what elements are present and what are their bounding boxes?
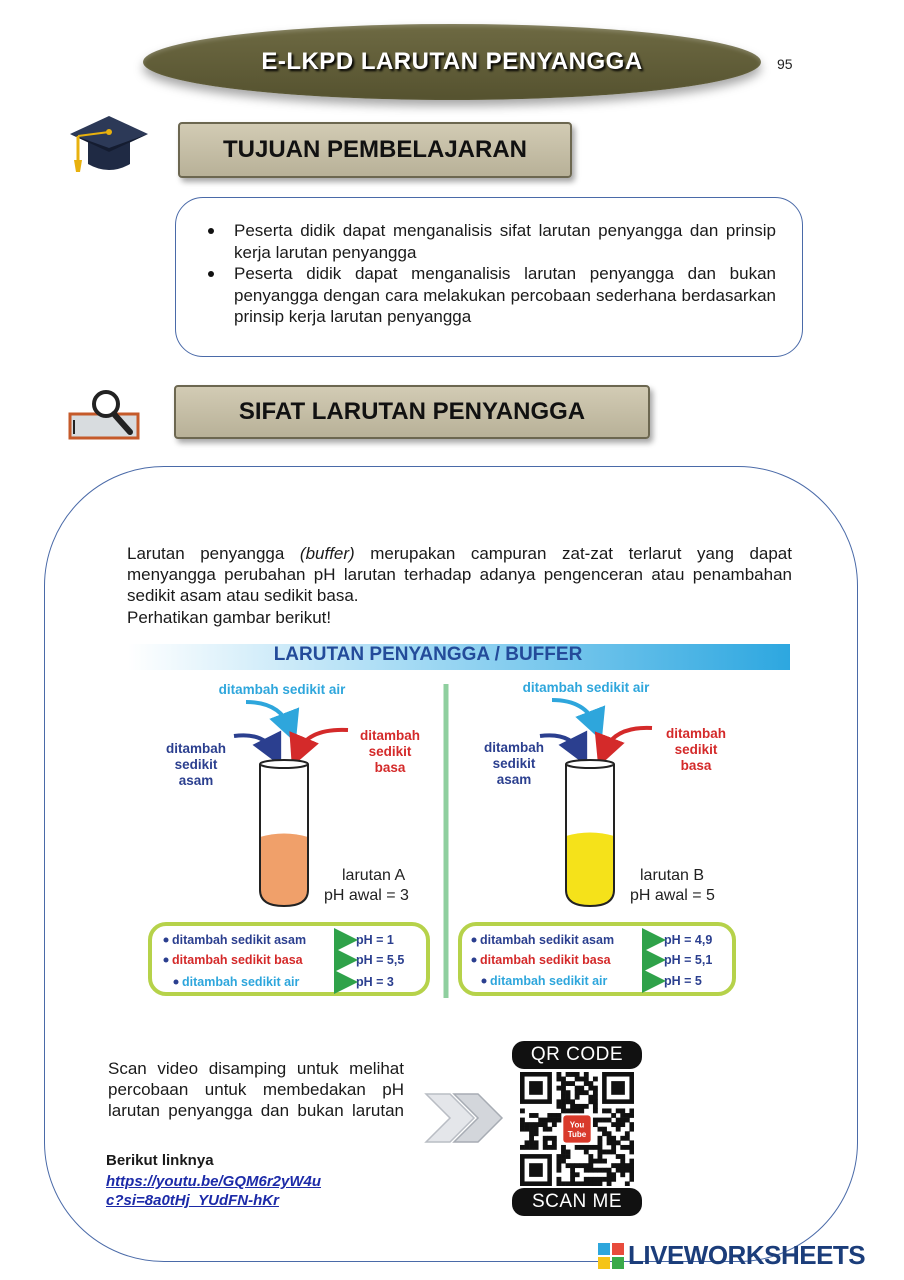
qr-module <box>607 1136 612 1141</box>
qr-module <box>602 1150 607 1155</box>
qr-module <box>625 1118 630 1123</box>
scan-me-label: SCAN ME <box>512 1188 642 1216</box>
solution-a-ph: pH awal = 3 <box>324 887 409 904</box>
qr-module <box>588 1154 593 1159</box>
qr-module <box>575 1145 580 1150</box>
qr-module <box>520 1108 525 1113</box>
qr-module <box>588 1099 593 1104</box>
qr-module <box>529 1140 534 1145</box>
qr-module <box>556 1077 561 1082</box>
qr-module <box>598 1154 603 1159</box>
liquid-a <box>260 834 308 907</box>
qr-module <box>598 1145 603 1150</box>
qr-module <box>629 1145 634 1150</box>
qr-module <box>556 1113 561 1118</box>
qr-module <box>593 1145 598 1150</box>
qr-module <box>561 1150 566 1155</box>
diagram-title: LARUTAN PENYANGGA / BUFFER <box>273 644 583 665</box>
arrow-base <box>604 728 652 752</box>
intro-paragraph <box>127 543 792 606</box>
qr-module <box>575 1163 580 1168</box>
qr-module <box>588 1181 593 1186</box>
qr-module <box>579 1086 584 1091</box>
qr-module <box>561 1081 566 1086</box>
qr-module <box>620 1172 625 1177</box>
qr-module <box>620 1113 625 1118</box>
section-title: SIFAT LARUTAN PENYANGGA <box>238 398 586 425</box>
qr-module <box>584 1163 589 1168</box>
qr-module <box>534 1140 539 1145</box>
qr-module <box>579 1104 584 1109</box>
qr-module <box>570 1072 575 1077</box>
arrow-water <box>552 700 596 726</box>
qr-module <box>593 1122 598 1127</box>
qr-module <box>552 1145 557 1150</box>
label-add-base: sedikit <box>368 744 412 759</box>
qr-module <box>616 1154 621 1159</box>
label-add-base: basa <box>374 760 406 775</box>
qr-module <box>584 1168 589 1173</box>
qr-module <box>575 1077 580 1082</box>
qr-module <box>556 1154 561 1159</box>
label-add-base: ditambah <box>665 726 727 741</box>
qr-module <box>588 1177 593 1182</box>
qr-module <box>593 1118 598 1123</box>
qr-module <box>588 1163 593 1168</box>
qr-module <box>547 1136 552 1141</box>
label-add-acid: sedikit <box>174 757 218 772</box>
qr-module <box>529 1145 534 1150</box>
solution-b-name: larutan B <box>640 867 705 884</box>
label-add-water: ditambah sedikit air <box>522 680 650 695</box>
objectives-list <box>206 220 776 328</box>
youtube-label: You <box>569 1120 585 1130</box>
result-value: pH = 3 <box>356 975 394 989</box>
qr-module <box>556 1118 561 1123</box>
arrow-acid <box>540 735 580 752</box>
qr-module <box>566 1095 571 1100</box>
qr-module <box>598 1140 603 1145</box>
qr-module <box>579 1163 584 1168</box>
qr-module <box>629 1127 634 1132</box>
label-add-acid: ditambah <box>483 740 545 755</box>
qr-module <box>552 1113 557 1118</box>
qr-module <box>593 1099 598 1104</box>
qr-module <box>607 1118 612 1123</box>
section-heading-properties <box>174 385 650 439</box>
intro-text: merupakan campuran zat-zat terlarut yang dapat menyangga perubahan pH larutan terhadap adanya pengenceran atau penambahan sedikit asam atau sedikit basa. <box>127 544 792 605</box>
panel-solution-a <box>150 682 428 994</box>
qr-module <box>575 1086 580 1091</box>
qr-module <box>520 1122 525 1127</box>
qr-module <box>579 1090 584 1095</box>
result-label: ditambah sedikit air <box>182 975 300 989</box>
liveworksheets-logo <box>598 1240 865 1271</box>
qr-module <box>561 1077 566 1082</box>
qr-module <box>534 1127 539 1132</box>
qr-module <box>556 1177 561 1182</box>
brand-name: LIVEWORKSHEETS <box>628 1240 866 1270</box>
qr-module <box>566 1081 571 1086</box>
qr-module <box>616 1140 621 1145</box>
qr-module <box>593 1177 598 1182</box>
qr-module <box>556 1163 561 1168</box>
qr-module <box>629 1113 634 1118</box>
panel-solution-b <box>460 680 734 994</box>
arrow-water <box>246 702 290 728</box>
qr-module <box>629 1159 634 1164</box>
result-label: ditambah sedikit asam <box>480 933 615 947</box>
qr-module <box>598 1177 603 1182</box>
qr-module <box>598 1136 603 1141</box>
qr-module <box>579 1181 584 1186</box>
scan-instruction: Scan video disamping untuk melihat percobaan untuk membedakan pH larutan penyangga dan bukan larutan <box>108 1059 404 1120</box>
qr-module <box>561 1086 566 1091</box>
qr-module <box>598 1159 603 1164</box>
qr-module <box>607 1172 612 1177</box>
qr-module <box>625 1168 630 1173</box>
result-value: pH = 5,5 <box>356 953 405 967</box>
qr-finder <box>529 1081 543 1095</box>
label-add-base: ditambah <box>359 728 421 743</box>
result-value: pH = 5 <box>664 974 702 988</box>
qr-module <box>575 1090 580 1095</box>
qr-module <box>534 1145 539 1150</box>
qr-module <box>547 1127 552 1132</box>
qr-module <box>611 1163 616 1168</box>
objective-item: Peserta didik dapat menganalisis sifat larutan penyangga dan prinsip kerja larutan penyangga <box>206 220 776 263</box>
qr-module <box>525 1140 530 1145</box>
intro-text: Larutan penyangga <box>127 544 300 563</box>
section-title: TUJUAN PEMBELAJARAN <box>222 136 528 163</box>
qr-module <box>588 1081 593 1086</box>
qr-module <box>556 1086 561 1091</box>
qr-module <box>629 1122 634 1127</box>
qr-module <box>629 1177 634 1182</box>
qr-module <box>584 1081 589 1086</box>
result-label: ditambah sedikit asam <box>172 933 307 947</box>
result-value: pH = 4,9 <box>664 933 713 947</box>
qr-module <box>598 1150 603 1155</box>
qr-module <box>629 1108 634 1113</box>
page-title: E-LKPD LARUTAN PENYANGGA <box>261 48 643 75</box>
page-number: 95 <box>777 56 793 72</box>
label-add-base: basa <box>680 758 712 773</box>
qr-module <box>570 1104 575 1109</box>
qr-module <box>625 1181 630 1186</box>
qr-module <box>570 1099 575 1104</box>
qr-module <box>525 1127 530 1132</box>
qr-module <box>556 1104 561 1109</box>
qr-module <box>534 1113 539 1118</box>
qr-code[interactable] <box>520 1072 634 1186</box>
qr-module <box>593 1181 598 1186</box>
qr-module <box>543 1140 548 1145</box>
result-label: ditambah sedikit basa <box>172 953 303 967</box>
qr-module <box>620 1118 625 1123</box>
qr-module <box>543 1145 548 1150</box>
objectives-box <box>175 197 803 357</box>
qr-code-label: QR CODE <box>512 1041 642 1069</box>
qr-module <box>602 1131 607 1136</box>
label-add-acid: sedikit <box>492 756 536 771</box>
qr-module <box>625 1145 630 1150</box>
qr-module <box>566 1090 571 1095</box>
qr-module <box>566 1150 571 1155</box>
qr-module <box>602 1177 607 1182</box>
qr-module <box>611 1122 616 1127</box>
objective-item: Peserta didik dapat menganalisis larutan penyangga dan bukan penyangga dengan cara melakukan percobaan sederhana berdasarkan prinsip kerja larutan penyangga <box>206 263 776 328</box>
qr-module <box>525 1122 530 1127</box>
qr-module <box>561 1090 566 1095</box>
qr-module <box>552 1118 557 1123</box>
qr-module <box>584 1181 589 1186</box>
qr-module <box>593 1095 598 1100</box>
arrow-base <box>298 730 348 752</box>
qr-module <box>529 1122 534 1127</box>
qr-module <box>602 1159 607 1164</box>
qr-module <box>538 1122 543 1127</box>
qr-module <box>584 1150 589 1155</box>
qr-module <box>593 1090 598 1095</box>
link-label: Berikut linknya <box>106 1152 214 1169</box>
qr-module <box>625 1136 630 1141</box>
label-add-acid: asam <box>178 773 214 788</box>
qr-module <box>543 1118 548 1123</box>
liquid-b <box>566 833 614 907</box>
video-link-line[interactable]: c?si=8a0tHj_YUdFN-hKr <box>106 1192 279 1209</box>
label-add-acid: ditambah <box>165 741 227 756</box>
qr-module <box>520 1145 525 1150</box>
qr-module <box>607 1108 612 1113</box>
qr-module <box>588 1095 593 1100</box>
qr-module <box>620 1159 625 1164</box>
qr-module <box>556 1181 561 1186</box>
qr-module <box>625 1131 630 1136</box>
result-value: pH = 1 <box>356 933 394 947</box>
qr-module <box>588 1145 593 1150</box>
qr-module <box>561 1181 566 1186</box>
qr-module <box>575 1172 580 1177</box>
qr-module <box>561 1108 566 1113</box>
qr-module <box>620 1154 625 1159</box>
qr-module <box>529 1136 534 1141</box>
qr-module <box>529 1131 534 1136</box>
qr-module <box>620 1145 625 1150</box>
qr-module <box>620 1168 625 1173</box>
result-label: ditambah sedikit air <box>490 974 608 988</box>
qr-module <box>629 1140 634 1145</box>
qr-module <box>561 1099 566 1104</box>
qr-module <box>588 1159 593 1164</box>
qr-module <box>579 1145 584 1150</box>
qr-module <box>602 1108 607 1113</box>
qr-module <box>575 1108 580 1113</box>
qr-module <box>584 1177 589 1182</box>
qr-module <box>607 1140 612 1145</box>
qr-module <box>607 1177 612 1182</box>
qr-module <box>616 1108 621 1113</box>
qr-module <box>611 1145 616 1150</box>
magnifier-icon <box>68 386 142 442</box>
qr-module <box>547 1145 552 1150</box>
qr-module <box>593 1104 598 1109</box>
qr-module <box>575 1104 580 1109</box>
qr-finder <box>611 1081 625 1095</box>
qr-module <box>598 1127 603 1132</box>
qr-module <box>570 1172 575 1177</box>
qr-module <box>616 1127 621 1132</box>
qr-module <box>529 1113 534 1118</box>
qr-module <box>584 1104 589 1109</box>
qr-module <box>620 1163 625 1168</box>
label-add-acid: asam <box>496 772 532 787</box>
qr-module <box>607 1168 612 1173</box>
qr-module <box>575 1072 580 1077</box>
chevron-right-icon <box>420 1090 510 1146</box>
qr-module <box>611 1172 616 1177</box>
qr-module <box>566 1154 571 1159</box>
qr-module <box>543 1127 548 1132</box>
qr-module <box>625 1163 630 1168</box>
qr-module <box>584 1077 589 1082</box>
result-label: ditambah sedikit basa <box>480 953 611 967</box>
qr-module <box>575 1181 580 1186</box>
qr-module <box>593 1086 598 1091</box>
qr-module <box>598 1118 603 1123</box>
buffer-diagram <box>128 640 790 1000</box>
qr-module <box>616 1163 621 1168</box>
qr-module <box>534 1122 539 1127</box>
qr-module <box>588 1168 593 1173</box>
qr-module <box>629 1150 634 1155</box>
qr-module <box>616 1118 621 1123</box>
qr-module <box>570 1081 575 1086</box>
qr-module <box>556 1168 561 1173</box>
qr-module <box>547 1113 552 1118</box>
qr-module <box>584 1072 589 1077</box>
qr-module <box>570 1181 575 1186</box>
qr-module <box>566 1108 571 1113</box>
qr-module <box>607 1150 612 1155</box>
solution-a-name: larutan A <box>342 867 406 884</box>
qr-module <box>552 1122 557 1127</box>
qr-module <box>611 1136 616 1141</box>
qr-module <box>593 1168 598 1173</box>
qr-module <box>566 1163 571 1168</box>
qr-module <box>566 1072 571 1077</box>
qr-module <box>579 1077 584 1082</box>
qr-module <box>556 1159 561 1164</box>
header-banner <box>143 24 761 100</box>
liveworksheets-icon <box>598 1243 624 1269</box>
qr-module <box>520 1118 525 1123</box>
qr-module <box>561 1154 566 1159</box>
qr-module <box>629 1163 634 1168</box>
qr-module <box>593 1077 598 1082</box>
qr-module <box>620 1108 625 1113</box>
qr-module <box>588 1086 593 1091</box>
qr-module <box>584 1090 589 1095</box>
qr-finder <box>529 1163 543 1177</box>
qr-module <box>561 1159 566 1164</box>
label-add-water: ditambah sedikit air <box>218 682 346 697</box>
qr-module <box>529 1127 534 1132</box>
qr-module <box>607 1131 612 1136</box>
qr-module <box>561 1104 566 1109</box>
label-add-base: sedikit <box>674 742 718 757</box>
qr-module <box>593 1108 598 1113</box>
youtube-label: Tube <box>567 1130 587 1140</box>
intro-instruction: Perhatikan gambar berikut! <box>127 608 332 627</box>
qr-module <box>538 1118 543 1123</box>
qr-module <box>616 1168 621 1173</box>
qr-module <box>598 1181 603 1186</box>
result-value: pH = 5,1 <box>664 953 713 967</box>
qr-module <box>561 1145 566 1150</box>
qr-module <box>520 1127 525 1132</box>
qr-module <box>556 1099 561 1104</box>
qr-module <box>602 1127 607 1132</box>
qr-module <box>552 1140 557 1145</box>
qr-module <box>561 1095 566 1100</box>
qr-module <box>602 1168 607 1173</box>
solution-b-ph: pH awal = 5 <box>630 887 715 904</box>
qr-module <box>611 1140 616 1145</box>
qr-module <box>570 1177 575 1182</box>
qr-module <box>575 1095 580 1100</box>
qr-module <box>611 1150 616 1155</box>
qr-module <box>620 1122 625 1127</box>
qr-module <box>629 1172 634 1177</box>
qr-module <box>629 1168 634 1173</box>
qr-module <box>584 1145 589 1150</box>
qr-module <box>620 1136 625 1141</box>
section-heading-objectives <box>178 122 572 178</box>
qr-module <box>547 1118 552 1123</box>
qr-module <box>570 1168 575 1173</box>
qr-module <box>534 1131 539 1136</box>
qr-module <box>607 1181 612 1186</box>
qr-module <box>625 1113 630 1118</box>
qr-module <box>525 1145 530 1150</box>
qr-module <box>598 1168 603 1173</box>
qr-module <box>570 1163 575 1168</box>
qr-module <box>556 1072 561 1077</box>
qr-module <box>566 1181 571 1186</box>
video-link[interactable] <box>106 1172 366 1210</box>
qr-module <box>602 1118 607 1123</box>
qr-module <box>611 1177 616 1182</box>
qr-module <box>543 1122 548 1127</box>
video-link-line[interactable]: https://youtu.be/GQM6r2yW4u <box>106 1173 322 1190</box>
qr-module <box>552 1136 557 1141</box>
qr-module <box>543 1136 548 1141</box>
qr-module <box>616 1122 621 1127</box>
qr-module <box>570 1108 575 1113</box>
qr-module <box>611 1113 616 1118</box>
intro-term: (buffer) <box>299 544 355 563</box>
qr-module <box>593 1159 598 1164</box>
qr-module <box>566 1099 571 1104</box>
qr-module <box>579 1108 584 1113</box>
arrow-acid <box>234 735 274 752</box>
graduation-cap-icon <box>68 112 150 176</box>
